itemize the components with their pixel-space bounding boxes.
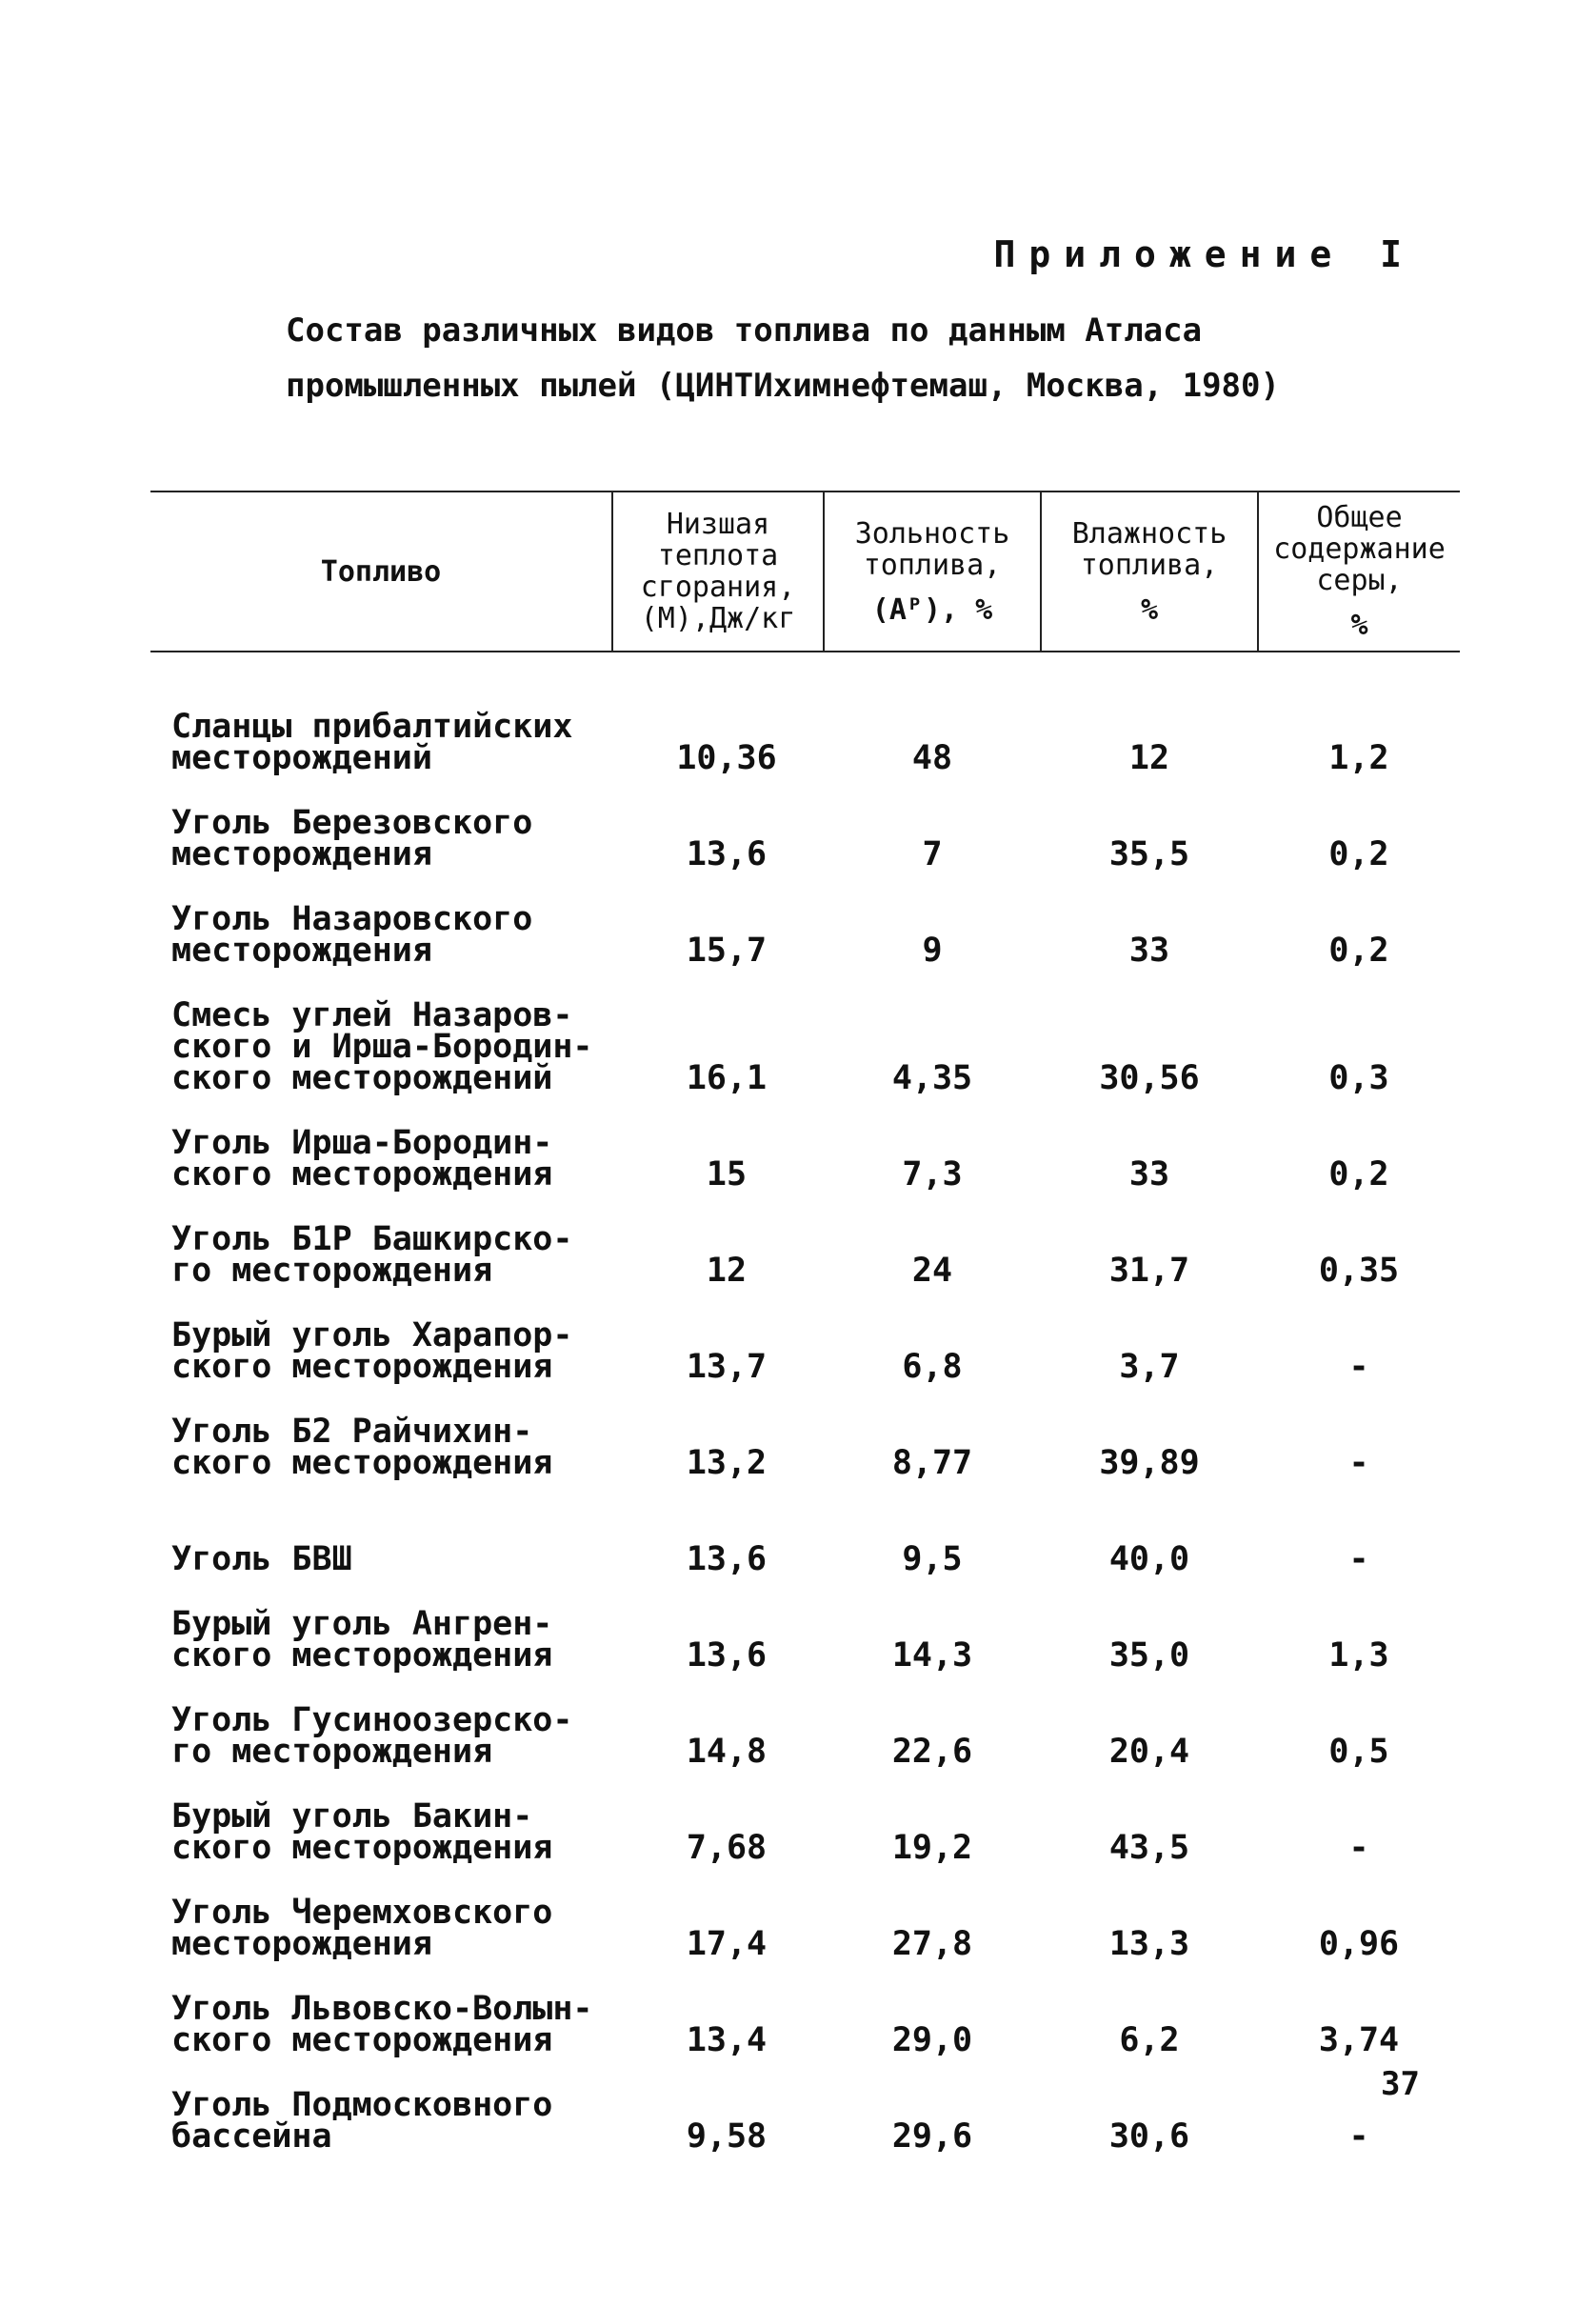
ash-value-cell: 4,35 [891, 1059, 973, 1097]
fuel-name-cell: Уголь Б2 Райчихин- ского месторождения [171, 1413, 553, 1482]
fuel-name-cell: Уголь Львовско-Волын- ского месторождения [171, 1990, 593, 2059]
moisture-value-cell: 6,2 [1119, 2021, 1180, 2059]
moisture-value-cell: 33 [1128, 1155, 1170, 1194]
ash-value-cell: 29,0 [891, 2021, 973, 2059]
moisture-value-cell: 35,5 [1108, 835, 1190, 873]
document-title [286, 303, 1428, 413]
fuel-name-cell: Уголь БВШ [171, 1540, 352, 1578]
fuel-name-cell: Бурый уголь Бакин- ского месторождения [171, 1797, 553, 1867]
heat-value-cell: 16,1 [686, 1059, 768, 1097]
heat-value-cell: 15 [706, 1155, 748, 1194]
table-row [150, 1577, 1460, 1674]
fuel-name-cell: Сланцы прибалтийских месторождений [171, 708, 573, 777]
table-row [150, 969, 1460, 1096]
table-row [150, 1674, 1460, 1770]
fuel-name-cell: Уголь Назаровского месторождения [171, 900, 533, 970]
moisture-value-cell: 31,7 [1108, 1252, 1190, 1290]
moisture-value-cell: 30,56 [1099, 1059, 1200, 1097]
moisture-value-cell: 13,3 [1108, 1925, 1190, 1963]
sulfur-value-cell: - [1348, 2117, 1369, 2156]
column-header-moisture: Влажность топлива, % [1041, 491, 1258, 652]
fuel-name-cell: Бурый уголь Ангрен- ского месторождения [171, 1605, 553, 1675]
table-row [150, 1962, 1460, 2058]
fuel-name-cell: Уголь Березовского месторождения [171, 804, 533, 873]
table-row [150, 652, 1460, 776]
sulfur-value-cell: 0,2 [1328, 835, 1389, 873]
sulfur-value-cell: 0,2 [1328, 932, 1389, 970]
fuel-name-cell: Уголь Б1Р Башкирско- го месторождения [171, 1220, 573, 1290]
ash-value-cell: 7,3 [902, 1155, 963, 1194]
table-row [150, 1866, 1460, 1962]
ash-value-cell: 8,77 [891, 1444, 973, 1482]
table-row [150, 776, 1460, 873]
moisture-value-cell: 3,7 [1119, 1348, 1180, 1386]
fuel-name-cell: Уголь Гусиноозерско- го месторождения [171, 1701, 573, 1771]
ash-value-cell: 14,3 [891, 1636, 973, 1675]
moisture-value-cell: 12 [1128, 739, 1170, 777]
sulfur-value-cell: 1,3 [1328, 1636, 1389, 1675]
title-line-2: промышленных пылей (ЦИНТИхимнефтемаш, Москва, 1980) [286, 367, 1280, 405]
ash-value-cell: 6,8 [902, 1348, 963, 1386]
sulfur-value-cell: 0,2 [1328, 1155, 1389, 1194]
moisture-value-cell: 20,4 [1108, 1733, 1190, 1771]
ash-value-cell: 27,8 [891, 1925, 973, 1963]
heat-value-cell: 14,8 [686, 1733, 768, 1771]
table-row [150, 2058, 1460, 2155]
fuel-name-cell: Уголь Ирша-Бородин- ского месторождения [171, 1124, 553, 1194]
table-body [150, 652, 1460, 2155]
sulfur-value-cell: 0,3 [1328, 1059, 1389, 1097]
sulfur-value-cell: 0,96 [1318, 1925, 1400, 1963]
ash-value-cell: 9 [922, 932, 943, 970]
ash-value-cell: 48 [911, 739, 953, 777]
fuel-name-cell: Уголь Черемховского месторождения [171, 1894, 553, 1963]
moisture-value-cell: 35,0 [1108, 1636, 1190, 1675]
table-row [150, 1770, 1460, 1866]
heat-value-cell: 10,36 [676, 739, 777, 777]
sulfur-value-cell: - [1348, 1540, 1369, 1578]
heat-value-cell: 17,4 [686, 1925, 768, 1963]
column-header-sulfur: Общее содержание серы, % [1258, 491, 1460, 652]
column-header-heat: Низшая теплота сгорания, (М),Дж/кг [612, 491, 824, 652]
table-row [150, 1193, 1460, 1289]
column-unit-moisture: % [1140, 592, 1159, 627]
heat-value-cell: 13,7 [686, 1348, 768, 1386]
ash-value-cell: 22,6 [891, 1733, 973, 1771]
ash-value-cell: 9,5 [902, 1540, 963, 1578]
appendix-heading: Приложение I [993, 233, 1415, 275]
heat-value-cell: 13,2 [686, 1444, 768, 1482]
fuel-name-cell: Уголь Подмосковного бассейна [171, 2086, 553, 2156]
moisture-value-cell: 30,6 [1108, 2117, 1190, 2156]
heat-value-cell: 7,68 [686, 1829, 768, 1867]
sulfur-value-cell: 0,5 [1328, 1733, 1389, 1771]
table-header [150, 491, 1460, 652]
table-row [150, 1289, 1460, 1385]
sulfur-value-cell: - [1348, 1829, 1369, 1867]
table-row [150, 1385, 1460, 1481]
heat-value-cell: 13,6 [686, 835, 768, 873]
moisture-value-cell: 43,5 [1108, 1829, 1190, 1867]
header-row [150, 491, 1460, 652]
heat-value-cell: 9,58 [686, 2117, 768, 2156]
title-line-1: Состав различных видов топлива по данным Атласа [286, 311, 1203, 350]
sulfur-value-cell: 1,2 [1328, 739, 1389, 777]
sulfur-value-cell: - [1348, 1348, 1369, 1386]
column-header-ash: Зольность топлива, (Аᴾ), % [824, 491, 1041, 652]
column-unit-ash: (Аᴾ), % [871, 592, 993, 627]
table-row [150, 1481, 1460, 1577]
moisture-value-cell: 33 [1128, 932, 1170, 970]
moisture-value-cell: 39,89 [1099, 1444, 1200, 1482]
heat-value-cell: 15,7 [686, 932, 768, 970]
table-row [150, 1096, 1460, 1193]
ash-value-cell: 24 [911, 1252, 953, 1290]
heat-value-cell: 13,4 [686, 2021, 768, 2059]
heat-value-cell: 13,6 [686, 1636, 768, 1675]
table-row [150, 873, 1460, 969]
ash-value-cell: 19,2 [891, 1829, 973, 1867]
column-header-fuel: Топливо [150, 491, 612, 652]
sulfur-value-cell: - [1348, 1444, 1369, 1482]
fuel-name-cell: Смесь углей Назаров- ского и Ирша-Бородин- ского месторождений [171, 996, 593, 1097]
ash-value-cell: 29,6 [891, 2117, 973, 2156]
fuel-name-cell: Бурый уголь Харапор- ского месторождения [171, 1316, 573, 1386]
fuel-composition-table [150, 491, 1460, 2155]
sulfur-value-cell: 3,74 [1318, 2021, 1400, 2059]
ash-value-cell: 7 [922, 835, 943, 873]
moisture-value-cell: 40,0 [1108, 1540, 1190, 1578]
sulfur-value-cell: 0,35 [1318, 1252, 1400, 1290]
heat-value-cell: 12 [706, 1252, 748, 1290]
page-number: 37 [1381, 2065, 1420, 2103]
column-unit-sulfur: % [1350, 609, 1368, 642]
heat-value-cell: 13,6 [686, 1540, 768, 1578]
